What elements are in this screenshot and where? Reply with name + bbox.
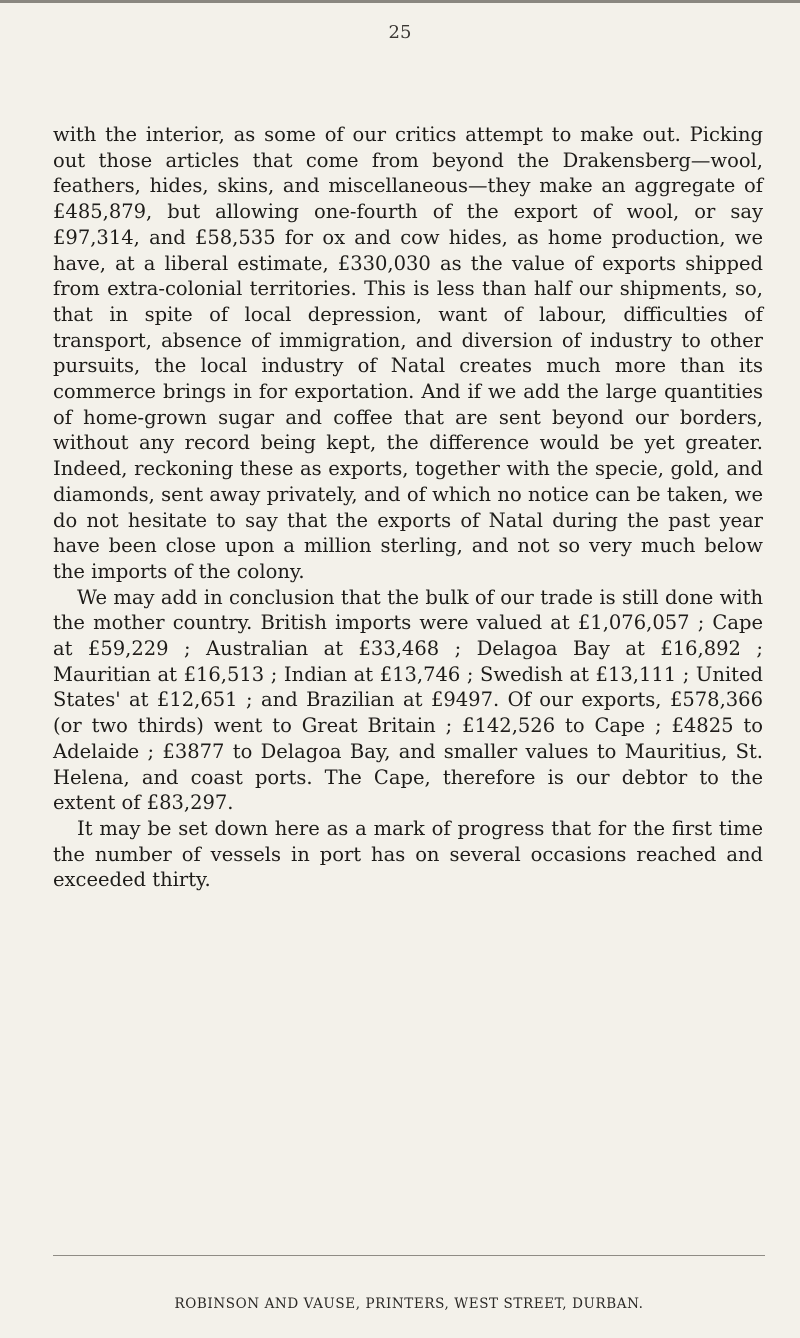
page-top-edge	[0, 0, 800, 3]
printer-imprint: ROBINSON AND VAUSE, PRINTERS, WEST STREET, DURBAN.	[174, 1296, 644, 1312]
paragraph-shipping-progress: It may be set down here as a mark of progress that for the first time the number of vessels in port has on several occasions reached and exceeded thirty.	[53, 816, 763, 892]
page-number: 25	[388, 22, 412, 43]
body-text	[53, 122, 763, 893]
paragraph-continuation: with the interior, as some of our critics attempt to make out. Picking out those articles that come from beyond the Drakensberg—wool, feathers, hides, skins, and miscellaneous—they make an aggregate of £485,879, but allowing one-fourth of the export of wool, or say £97,314, and £58,535 for ox and cow hides, as home production, we have, at a liberal estimate, £330,030 as the value of exports shipped from extra-colonial territories. This is less than half our shipments, so, that in spite of local depression, want of labour, difficulties of transport, absence of immigration, and diversion of industry to other pursuits, the local industry of Natal creates much more than its commerce brings in for exportation. And if we add the large quantities of home-grown sugar and coffee that are sent beyond our borders, without any record being kept, the difference would be yet greater. Indeed, reckoning these as exports, together with the specie, gold, and diamonds, sent away privately, and of which no notice can be taken, we do not hesitate to say that the exports of Natal during the past year have been close upon a million sterling, and not so very much below the imports of the colony.	[53, 123, 763, 583]
footer-rule	[53, 1255, 765, 1256]
paragraph-trade-summary: We may add in conclusion that the bulk of our trade is still done with the mother country. British imports were valued at £1,076,057 ; Cape at £59,229 ; Australian at £33,468 ; Delagoa Bay at £16,892 ; Mauritian at £16,513 ; Indian at £13,746 ; Swedish at £13,111 ; United States' at £12,651 ; and Brazilian at £9497. Of our exports, £578,366 (or two thirds) went to Great Britain ; £142,526 to Cape ; £4825 to Adelaide ; £3877 to Delagoa Bay, and smaller values to Mauritius, St. Helena, and coast ports. The Cape, therefore is our debtor to the extent of £83,297.	[53, 585, 763, 815]
